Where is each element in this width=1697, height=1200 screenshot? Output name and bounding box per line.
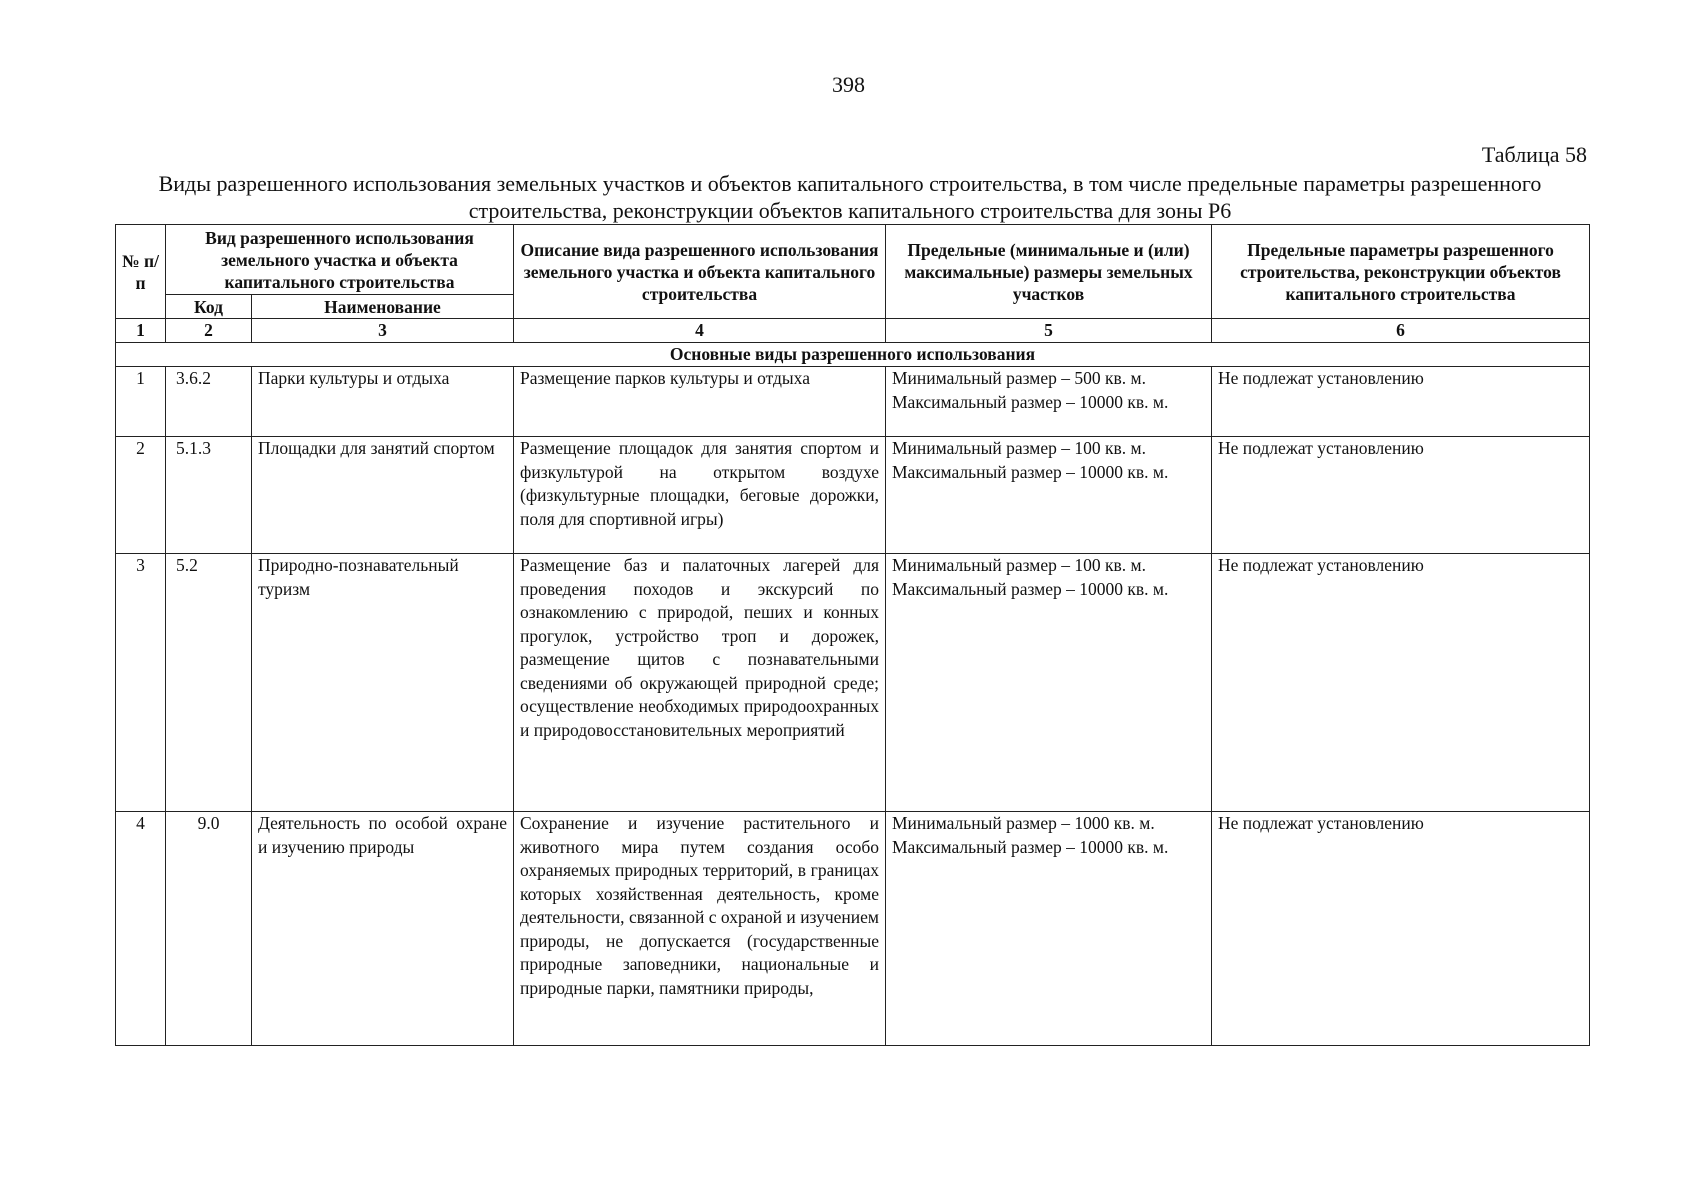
- row-name: Природно-познавательный туризм: [252, 554, 514, 812]
- section-row: [116, 343, 1590, 367]
- table-row: [116, 367, 1590, 437]
- row-num: 1: [116, 367, 166, 437]
- permitted-use-table: [115, 224, 1590, 1046]
- row-name: Деятельность по особой охране и изучению природы: [252, 812, 514, 1046]
- header-size-limits: Предельные (минимальные и (или) максимальные) размеры земельных участков: [886, 225, 1212, 319]
- table-row: [116, 437, 1590, 554]
- row-code: 5.1.3: [166, 437, 252, 554]
- row-name: Парки культуры и отдыха: [252, 367, 514, 437]
- row-size-limits: Минимальный размер – 500 кв. м. Максимальный размер – 10000 кв. м.: [886, 367, 1212, 437]
- row-description: Сохранение и изучение растительного и животного мира путем создания особо охраняемых природных территорий, в границах которых хозяйственная деятельность, кроме деятельности, связанной с охраной и изучением природы, не допускается (государственные природные заповедники, национальные и природные парки, памятники природы,: [514, 812, 886, 1046]
- table-row: [116, 812, 1590, 1046]
- page-number: 398: [832, 72, 865, 97]
- header-vri: Вид разрешенного использования земельного участка и объекта капитального строительства: [166, 225, 514, 295]
- column-number: 2: [166, 319, 252, 343]
- row-size-limits: Минимальный размер – 100 кв. м. Максимальный размер – 10000 кв. м.: [886, 437, 1212, 554]
- row-size-limits: Минимальный размер – 100 кв. м. Максимальный размер – 10000 кв. м.: [886, 554, 1212, 812]
- header-build-params: Предельные параметры разрешенного строительства, реконструкции объектов капитального строительства: [1212, 225, 1590, 319]
- header-name: Наименование: [252, 295, 514, 319]
- row-build-params: Не подлежат установлению: [1212, 554, 1590, 812]
- row-name: Площадки для занятий спортом: [252, 437, 514, 554]
- row-description: Размещение баз и палаточных лагерей для проведения походов и экскурсий по ознакомлению с природой, пеших и конных прогулок, устройство троп и дорожек, размещение щитов с познавательными сведениями об окружающей природной среде; осуществление необходимых природоохранных и природовосстановительных мероприятий: [514, 554, 886, 812]
- row-num: 2: [116, 437, 166, 554]
- table-row: [116, 554, 1590, 812]
- section-title: Основные виды разрешенного использования: [116, 343, 1590, 367]
- header-code: Код: [166, 295, 252, 319]
- row-num: 4: [116, 812, 166, 1046]
- header-description: Описание вида разрешенного использования земельного участка и объекта капитального строительства: [514, 225, 886, 319]
- row-size-limits: Минимальный размер – 1000 кв. м. Максимальный размер – 10000 кв. м.: [886, 812, 1212, 1046]
- header-num: № п/п: [116, 225, 166, 319]
- row-num: 3: [116, 554, 166, 812]
- column-number: 3: [252, 319, 514, 343]
- row-description: Размещение парков культуры и отдыха: [514, 367, 886, 437]
- row-build-params: Не подлежат установлению: [1212, 812, 1590, 1046]
- row-build-params: Не подлежат установлению: [1212, 437, 1590, 554]
- row-code: 9.0: [166, 812, 252, 1046]
- table-label: Таблица 58: [1481, 142, 1587, 167]
- row-code: 5.2: [166, 554, 252, 812]
- column-numbers-row: [116, 319, 1590, 343]
- column-number: 5: [886, 319, 1212, 343]
- column-number: 6: [1212, 319, 1590, 343]
- row-description: Размещение площадок для занятия спортом и физкультурой на открытом воздухе (физкультурные площадки, беговые дорожки, поля для спортивной игры): [514, 437, 886, 554]
- document-title: Виды разрешенного использования земельных участков и объектов капитального строительства, в том числе предельные параметры разрешенного строительства, реконструкции объектов капитального строительства для зоны Р6: [158, 171, 1542, 223]
- table-header: [116, 225, 1590, 319]
- column-number: 4: [514, 319, 886, 343]
- column-number: 1: [116, 319, 166, 343]
- row-code: 3.6.2: [166, 367, 252, 437]
- row-build-params: Не подлежат установлению: [1212, 367, 1590, 437]
